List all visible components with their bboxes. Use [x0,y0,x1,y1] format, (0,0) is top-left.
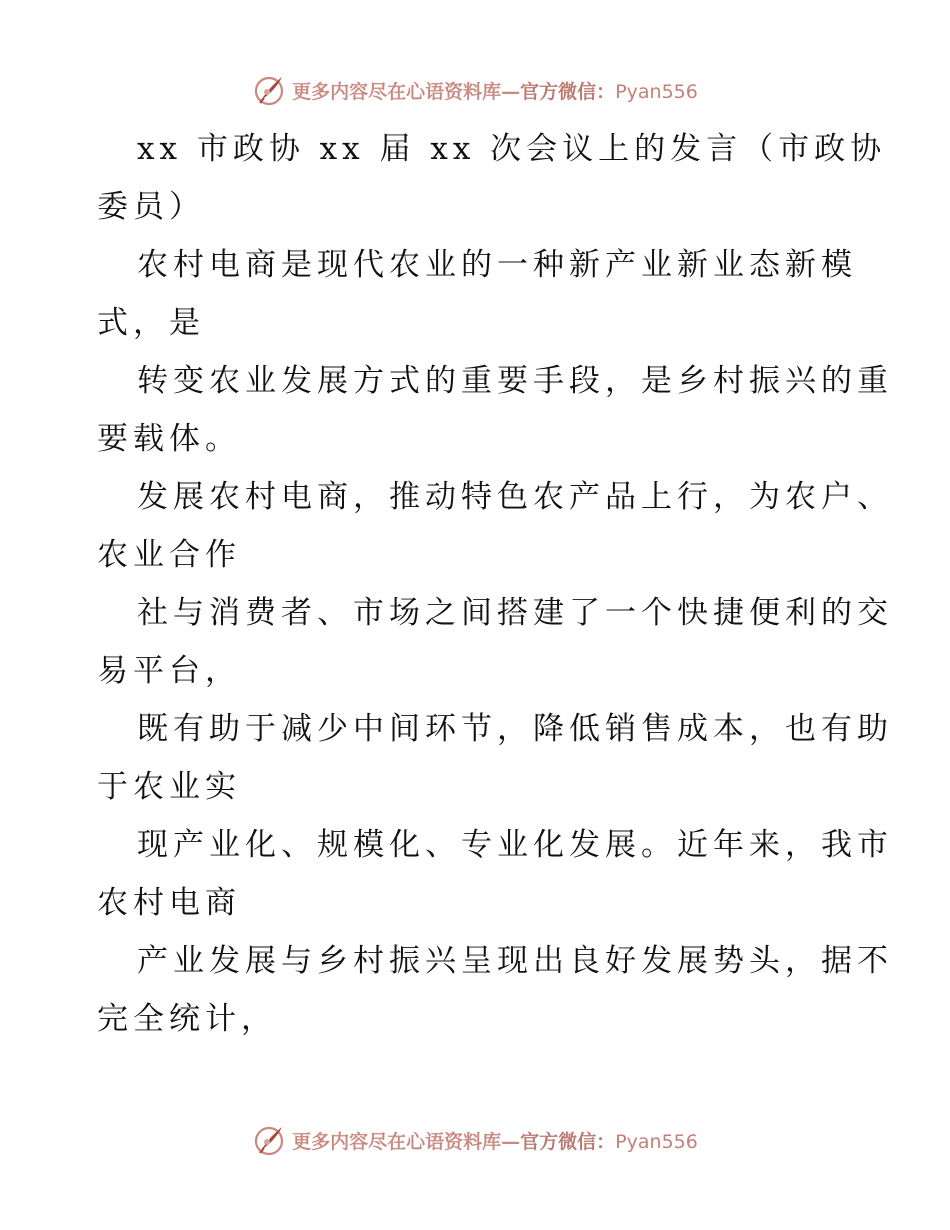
paragraph-line: 农村电商是现代农业的一种新产业新业态新模 [137,247,857,283]
paragraph-line: 要载体。 [97,421,241,457]
watermark-wechat-id: Pyan556 [615,80,698,103]
paragraph-line: 完全统计， [97,1001,277,1037]
paragraph-line: 现产业化、规模化、专业化发展。近年来，我市 [137,827,893,863]
watermark-brand: 更多内容尽在心语资料库 [292,1130,502,1153]
paragraph-line: 农村电商 [97,885,241,921]
watermark-brand: 更多内容尽在心语资料库 [292,80,502,103]
document-body [97,120,893,1048]
paragraph-line: 式，是 [97,305,205,341]
header-watermark [0,70,950,110]
paragraph-line: 农业合作 [97,537,241,573]
watermark-official-label: 官方微信： [520,80,616,103]
footer-watermark [0,1120,950,1160]
paragraph-line: 产业发展与乡村振兴呈现出良好发展势头，据不 [137,943,893,979]
title-line-1: xx 市政协 xx 届 xx 次会议上的发言（市政协 [137,131,887,167]
paragraph-line: 于农业实 [97,769,241,805]
watermark-official-label: 官方微信： [520,1130,616,1153]
paragraph-line: 易平台， [97,653,241,689]
watermark-dash: — [501,1130,521,1153]
quill-pen-logo-icon [252,73,286,107]
watermark-dash: — [501,80,521,103]
paragraph-line: 发展农村电商，推动特色农产品上行，为农户、 [137,479,893,515]
paragraph-line: 社与消费者、市场之间搭建了一个快捷便利的交 [137,595,893,631]
paragraph-line: 转变农业发展方式的重要手段，是乡村振兴的重 [137,363,893,399]
title-line-2: 委员） [97,189,205,225]
paragraph-line: 既有助于减少中间环节，降低销售成本，也有助 [137,711,893,747]
quill-pen-logo-icon [252,1123,286,1157]
watermark-wechat-id: Pyan556 [615,1130,698,1153]
